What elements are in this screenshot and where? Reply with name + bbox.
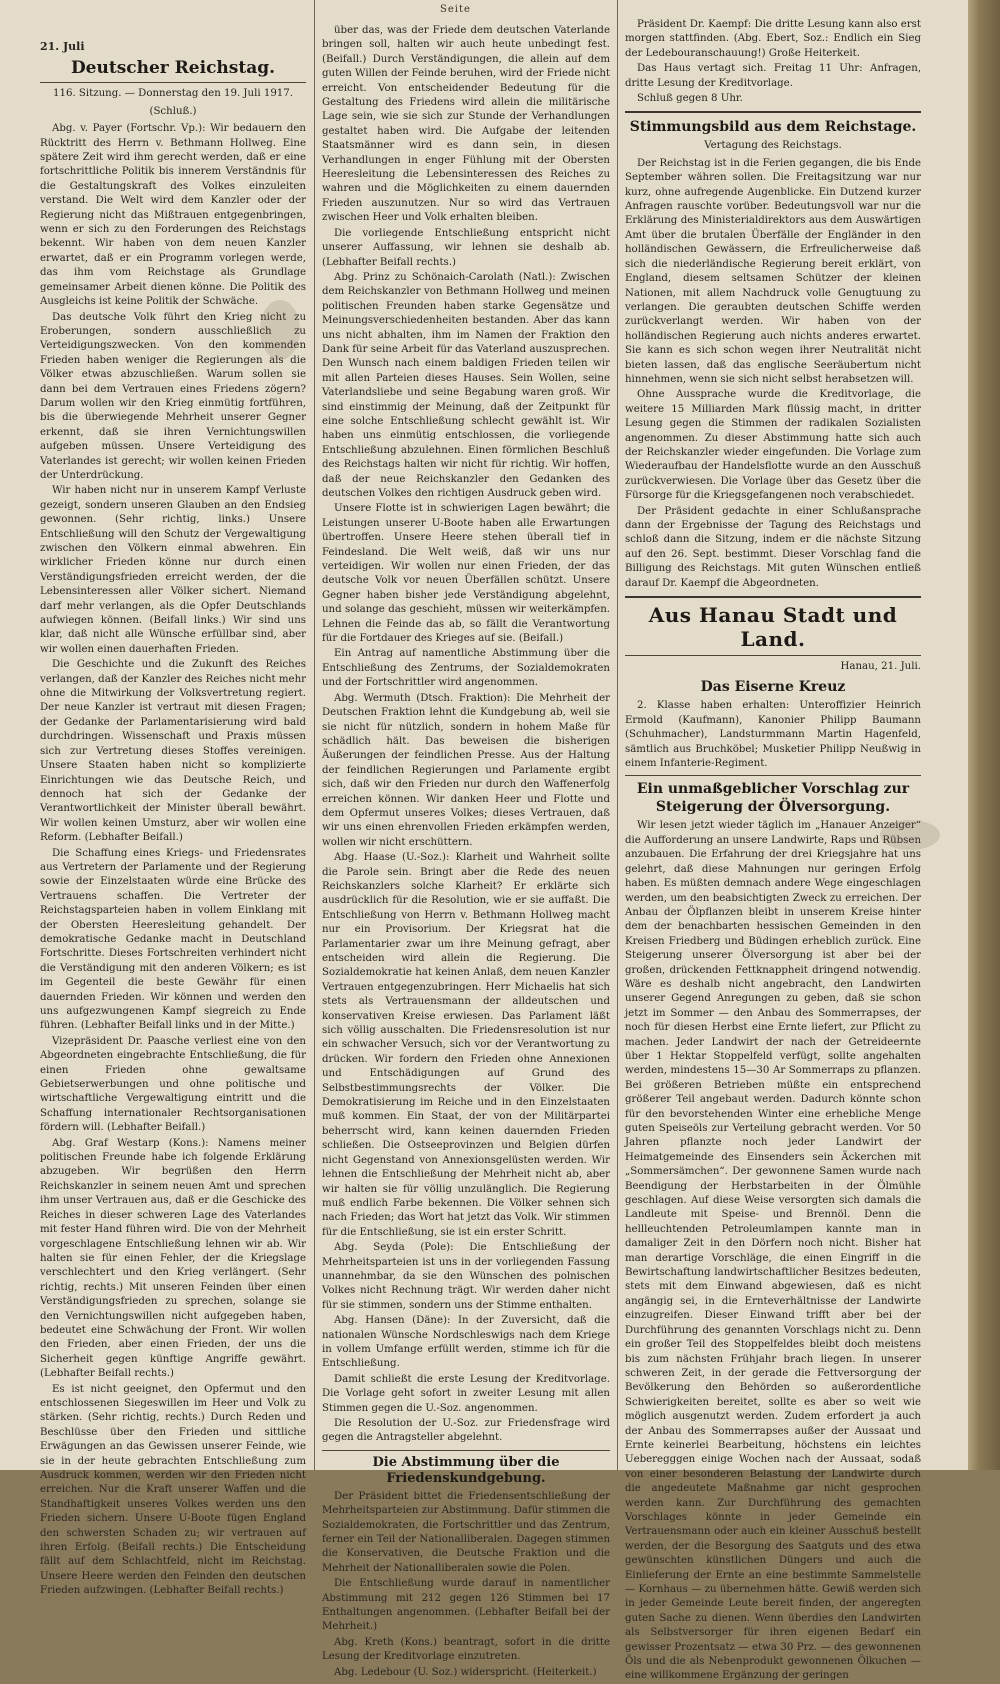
col2-paragraphs	[322, 24, 610, 1446]
paper-stain	[880, 820, 940, 850]
divider	[625, 111, 921, 113]
mood-title: Stimmungsbild aus dem Reichstage.	[629, 119, 917, 136]
paragraph: Vizepräsident Dr. Paasche verliest eine von den Abgeordneten eingebrachte Entschließung, die für einen Frieden ohne gewaltsame Gebietserwerbungen und ohne politische und wirtschaftliche Vergewaltigung eintritt und die Schaffung internationaler Rechtsorganisationen fördern will. (Lebhafter Beifall.)	[40, 1035, 306, 1134]
local-section-title: Aus Hanau Stadt und Land.	[648, 603, 898, 652]
column-divider	[314, 0, 315, 1470]
paragraph: Abg. Graf Westarp (Kons.): Namens meiner politischen Freunde habe ich folgende Erklärung abzugeben. Wir begrüßen den Herrn Reichskanzler in seinem neuen Amt und sprechen ihm unser Vertrauen aus, daß er die Geschicke des Reiches in dieser schweren Lage des Vaterlandes mit fester Hand führen wird. Die von der Mehrheit vorgeschlagene Entschließung lehnen wir ab. Wir halten sie für einen Fehler, der die Kriegslage verschlechtert und den Krieg verlängert. (Sehr richtig, rechts.) Mit unseren Feinden über einen Verständigungsfrieden zu sprechen, solange sie den Vernichtungswillen nicht aufgegeben haben, bedeutet eine Schwächung der Front. Wir wollen den Frieden, aber einen Frieden, der uns die Sicherheit gegen künftige Angriffe gewährt. (Lebhafter Beifall rechts.)	[40, 1137, 306, 1380]
continued-note: (Schluß.)	[149, 105, 197, 117]
paper-stain	[260, 300, 300, 360]
divider	[40, 82, 306, 83]
paragraph: Die vorliegende Entschließung entspricht nicht unserer Auffassung, wir lehnen sie deshalb ab. (Lebhafter Beifall rechts.)	[322, 227, 610, 268]
paragraph: Die Entschließung wurde darauf in namentlicher Abstimmung mit 212 gegen 126 Stimmen bei 17 Enthaltungen angenommen. (Lebhafter Beifall bei der Mehrheit.)	[322, 1578, 610, 1633]
paragraph: 2. Klasse haben erhalten: Unteroffizier Heinrich Ermold (Kaufmann), Kanonier Philipp Baumann (Schuhmacher), Landsturmmann Martin Hagenfeld, sämtlich aus Bruchköbel; Musketier Philipp Neußwig in einem Infanterie-Regiment.	[625, 700, 921, 770]
paragraph: Unsere Flotte ist in schwierigen Lagen bewährt; die Leistungen unserer U-Boote haben alle Erwartungen übertroffen. Unsere Heere stehen überall tief in Feindesland. Die Welt weiß, daß wir uns nur verteidigen. Wir wollen nur einen Frieden, der das deutsche Volk vor neuen Überfällen schützt. Unsere Gegner haben bisher jede Verständigung abgelehnt, und solange das geschieht, müssen wir weiterkämpfen. Lehnen die Feinde das ab, so fällt die Verantwortung für die Fortdauer des Krieges auf sie. (Beifall.)	[322, 503, 610, 645]
paragraph: Abg. Prinz zu Schönaich-Carolath (Natl.): Zwischen dem Reichskanzler von Bethmann Hollweg und meinen politischen Freunden haben starke Gegensätze und Meinungsverschiedenheiten bestanden. Aber das kann uns nicht abhalten, ihm im Namen der Fraktion den Dank für seine Arbeit für das Vaterland auszusprechen. Den Wunsch nach einem baldigen Frieden teilen wir mit allen Parteien dieses Hauses. Sein Wollen, seine Vaterlandsliebe und seine Begabung waren groß. Wir sind einstimmig der Meinung, daß der Zeitpunkt für eine solche Entschließung schlecht gewählt ist. Wir haben uns einmütig entschlossen, die vorliegende Entschließung abzulehnen. Einen förmlichen Beschluß des Reichstags halten wir nicht für richtig. Wir hoffen, daß der neue Reichskanzler den Gedanken des deutschen Volkes den richtigen Ausdruck geben wird.	[322, 271, 610, 499]
iron-cross-paragraphs	[625, 699, 921, 771]
date-label: 21. Juli	[40, 40, 85, 53]
vote-title: Die Abstimmung über die Friedenskundgebung.	[372, 1454, 560, 1486]
paragraph: über das, was der Friede dem deutschen Vaterlande bringen soll, halten wir auch heute unbedingt fest. (Beifall.) Durch Verständigungen, die allein auf dem guten Willen der Feinde beruhen, wird der Friede nicht erreicht. Von entscheidender Bedeutung für die Gestaltung des Friedens wird allein die militärische Lage sein, wie sie sich zur Stunde der Verhandlungen gestaltet haben wird. Die Aufgabe der leitenden Staatsmänner wird es dann sein, in diesen Verhandlungen in enger Fühlung mit der Obersten Heeresleitung die Lebensinteressen des Reiches zu wahren und die Möglichkeiten zu einem dauernden Frieden auszunutzen. Nur so wird das Vertrauen zwischen Heer und Volk erhalten bleiben.	[322, 25, 610, 224]
paragraph: Die Geschichte und die Zukunft des Reiches verlangen, daß der Kanzler des Reiches nicht mehr ohne die Mitwirkung der Volksvertretung regiert. Der neue Kanzler ist vertraut mit diesen Fragen; der Gedanke der Parlamentarisierung wird bald durchdringen. Wissenschaft und Praxis müssen sich zur Vertretung dieses Stoffes vereinigen. Unsere Staaten haben nicht so komplizierte Einrichtungen wie das Deutsche Reich, und dennoch hat sich der Gedanke der Verantwortlichkeit der Minister überall bewährt. Wir wollen keinen Umsturz, aber wir wollen eine Reform. (Lebhafter Beifall.)	[40, 659, 306, 844]
column-2	[322, 24, 610, 1678]
paragraph: Das deutsche Volk führt den Krieg nicht zu Eroberungen, sondern ausschließlich zu Verteidigungszwecken. Von den kommenden Frieden haben weniger die Regierungen als die Völker etwas abzuschließen. Warum sollen sie dann bei dem Vertrauen eines Friedens zögern? Darum wollen wir den Krieg einmütig fortführen, bis die überwiegende Mehrheit unserer Gegner erkennt, daß sie ihren Vernichtungswillen aufgeben müssen. Unsere Verteidigung des Vaterlandes ist gerecht; wir wollen keinen Frieden der Unterdrückung.	[40, 311, 306, 481]
oil-proposal-paragraphs	[625, 819, 921, 1683]
book-edge	[968, 0, 1000, 1470]
paragraph: Präsident Dr. Kaempf: Die dritte Lesung kann also erst morgen stattfinden. (Abg. Ebert, Soz.: Endlich ein Sieg der Ledebouranschauung!) Große Heiterkeit.	[625, 19, 921, 59]
vote-paragraphs	[322, 1490, 610, 1680]
paragraph: Abg. Seyda (Pole): Die Entschließung der Mehrheitsparteien ist uns in der vorliegenden Fassung unannehmbar, da sie den Wünschen des polnischen Volkes nicht Rechnung trägt. Wir werden daher nicht für sie stimmen, sondern uns der Stimme enthalten.	[322, 1242, 610, 1311]
local-dateline: Hanau, 21. Juli.	[840, 661, 921, 673]
masthead-fragment: Seite	[440, 4, 471, 15]
divider	[625, 596, 921, 598]
column-divider	[617, 0, 618, 1470]
divider	[625, 775, 921, 776]
paragraph: Die Schaffung eines Kriegs- und Friedensrates aus Vertretern der Parlamente und der Regierung sowie der Einzelstaaten würde eine Brücke des Vertrauens schaffen. Die Vertreter der Reichstagsparteien haben in vollem Einklang mit der Obersten Heeresleitung gehandelt. Der demokratische Gedanke macht in Deutschland Fortschritte. Dieses Fortschreiten verhindert nicht die Verständigung mit den anderen Völkern; es ist im Gegenteil die beste Gewähr für einen dauernden Frieden. Wir können und werden den uns aufgezwungenen Kampf siegreich zu Ende führen. (Lebhafter Beifall links und in der Mitte.)	[40, 847, 306, 1032]
column-3	[625, 18, 921, 1682]
iron-cross-title: Das Eiserne Kreuz	[700, 679, 846, 696]
paragraph: Ein Antrag auf namentliche Abstimmung über die Entschließung des Zentrums, der Sozialdemokraten und der Fortschrittler wird angenommen.	[322, 648, 610, 689]
paragraph: Der Präsident gedachte in einer Schlußansprache dann der Ergebnisse der Tagung des Reichstags und schloß dann die Sitzung, indem er die nächste Sitzung auf den 26. Sept. bestimmt. Dieser Vorschlag fand die Billigung des Reichstags. Mit guten Wünschen entließ darauf Dr. Kaempf die Abgeordneten.	[625, 505, 921, 589]
column-1	[40, 40, 306, 1597]
paragraph: Abg. v. Payer (Fortschr. Vp.): Wir bedauern den Rücktritt des Herrn v. Bethmann Hollweg. Eine spätere Zeit wird ihm gerecht werden, daß er eine fortschrittliche Politik bis innerem Verständnis für die Gestaltungskraft des Volkes einzuleiten verstand. Die Welt wird dem Kanzler oder der Regierung nicht das Mißtrauen entgegenbringen, wenn er sich zu den Forderungen des Reichstags bekennt. Wir haben von dem neuen Kanzler erwartet, daß er ein Programm vorlegen werde, das ihm vom Reichstage als Grundlage gemeinsamer Arbeit dienen könne. Die Politik des Ausgleichs ist keine Politik der Schwäche.	[40, 123, 306, 308]
paragraph: Die Resolution der U.-Soz. zur Friedensfrage wird gegen die Antragsteller abgelehnt.	[322, 1418, 610, 1444]
paragraph: Abg. Hansen (Däne): In der Zuversicht, daß die nationalen Wünsche Nordschleswigs nach dem Kriege in vollem Umfange erfüllt werden, stimme ich für die Entschließung.	[322, 1315, 610, 1370]
paragraph: Wir haben nicht nur in unserem Kampf Verluste gezeigt, sondern unseren Glauben an den Endsieg gewonnen. (Sehr richtig, links.) Unsere Entschließung will den Schutz der Vergewaltigung zwischen den Völkern einmal abwehren. Ein wirklicher Frieden könne nur durch einen Verständigungsfrieden erreicht werden, der die Lebensinteressen aller Völker sichert. Niemand darf mehr verlangen, als die Opfer Deutschlands aufwiegen können. (Beifall links.) Wir sind uns klar, daß nicht alle Wünsche erfüllbar sind, aber wir wollen einen dauerhaften Frieden.	[40, 485, 306, 655]
paragraph: Schluß gegen 8 Uhr.	[637, 93, 743, 105]
mood-subtitle: Vertagung des Reichstags.	[704, 140, 842, 152]
col3-top-paragraphs	[625, 18, 921, 106]
paragraph: Abg. Wermuth (Dtsch. Fraktion): Die Mehrheit der Deutschen Fraktion lehnt die Kundgebung ab, weil sie sie nicht für nützlich, sondern in hohem Maße für schädlich hält. Das beweisen die bisherigen Äußerungen der feindlichen Presse. Aus der Haltung der feindlichen Regierungen und Parlamente ergibt sich, daß wir den Frieden nur durch den Waffenerfolg erreichen können. Wir danken Heer und Flotte und dem Opfermut unseres Volkes; dieses Vertrauen, daß wir uns einen ehrenvollen Frieden erkämpfen werden, wollen wir nicht erschüttern.	[322, 692, 610, 848]
paragraph: Damit schließt die erste Lesung der Kreditvorlage. Die Vorlage geht sofort in zweiter Lesung mit allen Stimmen gegen die U.-Soz. angenommen.	[322, 1373, 610, 1414]
paragraph: Das Haus vertagt sich. Freitag 11 Uhr: Anfragen, dritte Lesung der Kreditvorlage.	[625, 63, 921, 89]
oil-proposal-title: Ein unmaßgeblicher Vorschlag zur Steigerung der Ölversorgung.	[636, 781, 910, 816]
reichstag-title: Deutscher Reichstag.	[70, 58, 276, 79]
session-line: 116. Sitzung. — Donnerstag den 19. Juli 1917.	[53, 88, 293, 100]
paragraph: Abg. Haase (U.-Soz.): Klarheit und Wahrheit sollte die Parole sein. Bringt aber die Rede des neuen Reichskanzlers solche Klarheit? Er erklärte sich ausdrücklich für die Resolution, wie er sie auffaßt. Die Entschließung von Herrn v. Bethmann Hollweg macht nur ein Provisorium. Der Kriegsrat hat die Parlamentarier zwar um ihre Meinung gefragt, aber entscheiden wird allein die Regierung. Die Sozialdemokratie hat keinen Anlaß, dem neuen Kanzler Vertrauen entgegenzubringen. Herr Michaelis hat sich stets als Vertrauensmann der alldeutschen und konservativen Kreise erwiesen. Das Parlament läßt sich völlig ausschalten. Die Friedensresolution ist nur ein schwacher Versuch, sich vor der Verantwortung zu drücken. Wir fordern den Frieden ohne Annexionen und Entschädigungen auf Grund des Selbstbestimmungsrechts der Völker. Die Demokratisierung im Reiche und in den Einzelstaaten muß kommen. Ein Staat, der von der Militärpartei beherrscht wird, kann keinen dauernden Frieden schließen. Die Ostseeprovinzen und Belgien dürfen nicht Gegenstand von Annexionsgelüsten werden. Wir lehnen die Entschließung der Mehrheit nicht ab, aber wir halten sie für völlig unzulänglich. Die Regierung muß endlich Farbe bekennen. Die Völker sehnen sich nach Frieden; das Wort hat jetzt das Volk. Wir stimmen für die Entschließung, sie ist ein erster Schritt.	[322, 852, 610, 1238]
paragraph: Der Präsident bittet die Friedensentschließung der Mehrheitsparteien zur Abstimmung. Dafür stimmen die Sozialdemokraten, die Fortschrittler und das Zentrum, ferner ein Teil der Nationalliberalen. Dagegen stimmen die Konservativen, die Deutsche Fraktion und die Mehrheit der Nationalliberalen sowie die Polen.	[322, 1490, 610, 1574]
paragraph: Der Reichstag ist in die Ferien gegangen, die bis Ende September währen sollen. Die Freitagsitzung war nur kurz, ohne aufregende Augenblicke. Ein Dutzend kurzer Anfragen rauschte vorüber. Bedeutungsvoll war nur die Erklärung des Ministerialdirektors aus dem Auswärtigen Amt über die brutalen Überfälle der Engländer in den holländischen Gewässern, die Erfreulicherweise daß sich die niederländische Regierung bereit erklärt, von England, diesem seltsamen Schützer der kleinen Nationen, mit allem Nachdruck volle Genugtuung zu verlangen. Die geraubten deutschen Schiffe werden zurückverlangt werden. Wir haben von der holländischen Regierung auch nichts anderes erwartet. Sie kann es sich schon wegen ihrer Neutralität nicht bieten lassen, daß das englische Seeräubertum nicht hinnehmen, wenn sie sich nicht selbst herabsetzen will.	[625, 157, 921, 385]
paragraph: Ohne Aussprache wurde die Kreditvorlage, die weitere 15 Milliarden Mark flüssig macht, in dritter Lesung gegen die Stimmen der radikalen Sozialisten angenommen. Zu dieser Abstimmung hatte sich auch der Reichskanzler wieder eingefunden. Die Vorlage zum Wiederaufbau der Handelsflotte wurde an den Ausschuß zurückverwiesen. Die Vorlage über das Gesetz über die Fürsorge für die Kriegsgefangenen noch verabschiedet.	[625, 389, 921, 502]
mood-paragraphs	[625, 157, 921, 591]
paragraph: Wir lesen jetzt wieder täglich im „Hanauer Anzeiger“ die Aufforderung an unsere Landwirte, Raps und Rübsen anzubauen. Die Erfahrung der drei Kriegsjahre hat uns gelehrt, daß diese Mahnungen nur geringen Erfolg haben. Es müßten demnach andere Wege eingeschlagen werden, um den beabsichtigten Zweck zu erreichen. Der Anbau der Ölpflanzen bleibt in unserem Kreise hinter dem der benachbarten hessischen Gemeinden in den Kreisen Friedberg und Büdingen erheblich zurück. Eine Steigerung unserer Ölversorgung ist aber bei der großen, drückenden Fettknappheit dringend notwendig. Wäre es deshalb nicht angebracht, den Landwirten unserer Gegend Anregungen zu geben, daß sie schon jetzt im Sommer — den Anbau des Sommerrapses, der noch für diesen Herbst eine Ernte liefert, zur Pflicht zu machen. Jeder Landwirt der nach der Getreideernte über 1 Hektar Stoppelfeld verfügt, sollte angehalten werden, mindestens 15—30 Ar Sommerraps zu pflanzen. Bei größeren Betrieben müßte ein entsprechend größerer Teil angebaut werden. Dadurch könnte schon für den bevorstehenden Winter eine erhebliche Menge guten Speiseöls zur Verteilung gebracht werden. Vor 50 Jahren pflanzte noch jeder Landwirt der Heimatgemeinde des Einsenders sein Äckerchen mit „Sommersämchen“. Der gewonnene Samen wurde nach Beendigung der Herbstarbeiten in der Ölmühle geschlagen. Auf diese Weise versorgten sich damals die Landleute mit Speise- und Brennöl. Denn die hellleuchtenden Petroleumlampen kannte man in damaliger Zeit in den Dörfern noch nicht. Bisher hat man derartige Vorschläge, die einen Eingriff in die Bewirtschaftung landwirtschaftlicher Besitzes bedeuten, stets mit dem Einwand abgewiesen, daß es nicht angängig sei, in die Ernteverhältnisse der Landwirte einzugreifen. Dieser Einwand trifft aber bei der Durchführung des genannten Vorschlags nicht zu. Denn ein großer Teil des Stoppelfeldes bleibt doch meistens bis zum nächsten Frühjahr brach liegen. In unserer schweren Zeit, in der gerade die Fettversorgung der Bevölkerung den Behörden so außerordentliche Schwierigkeiten bereitet, sollte es aber so weit wie möglich ausgenutzt werden. Zudem erfordert ja auch der Anbau des Sommerrapses außer der Aussaat und Ernte keinerlei Bearbeitung, höchstens ein leichtes Ueberegggen einige Wochen nach der Aussaat, sodaß von einer besonderen Belastung der Landwirte durch die angedeutete Maßnahme gar nicht gesprochen werden kann. Zur Durchführung des gemachten Vorschlages könnte in jeder Gemeinde ein Vertrauensmann oder auch ein kleiner Ausschuß bestellt werden, der die Besorgung des Saatguts und des etwa gewünschten künstlichen Düngers und auch die Einlieferung der Ernte an eine bestimmte Sammelstelle — Kornhaus — zu übernehmen hätte. Gewiß werden sich in jeder Gemeinde Leute bereit finden, der angeregten guten Sache zu dienen. Wenn überdies den Landwirten als Selbstversorger für ihren eigenen Bedarf ein gewisser Prozentsatz — etwa 30 Prz. — des gewonnenen Öls und die als Nebenprodukt gewonnenen Ölkuchen — eine willkommene Ergänzung der geringen	[625, 820, 921, 1682]
paragraph: Abg. Kreth (Kons.) beantragt, sofort in die dritte Lesung der Kreditvorlage einzutreten.	[322, 1636, 610, 1663]
divider	[322, 1450, 610, 1451]
paragraph: Es ist nicht geeignet, den Opfermut und den entschlossenen Siegeswillen im Heer und Volk zu stärken. (Sehr richtig, rechts.) Durch Reden und Beschlüsse über den Frieden und sittliche Erwägungen an das Gewissen unserer Feinde, wie sie in der heute gebrachten Entschließung zum Ausdruck kommen, werden wir den Frieden nicht erreichen. Nur die Kraft unserer Waffen und die Standhaftigkeit unseres Volkes werden uns den Frieden sichern. Unsere U-Boote fügen England den schwersten Schaden zu; wir vertrauen auf ihren Erfolg. (Beifall rechts.) Die Entscheidung fällt auf dem Schlachtfeld, nicht im Reichstag. Unsere Heere werden den Feinden den deutschen Frieden aufzwingen. (Lebhafter Beifall rechts.)	[40, 1383, 306, 1597]
divider	[625, 655, 921, 656]
paragraph: Abg. Ledebour (U. Soz.) widerspricht. (Heiterkeit.)	[334, 1666, 597, 1678]
